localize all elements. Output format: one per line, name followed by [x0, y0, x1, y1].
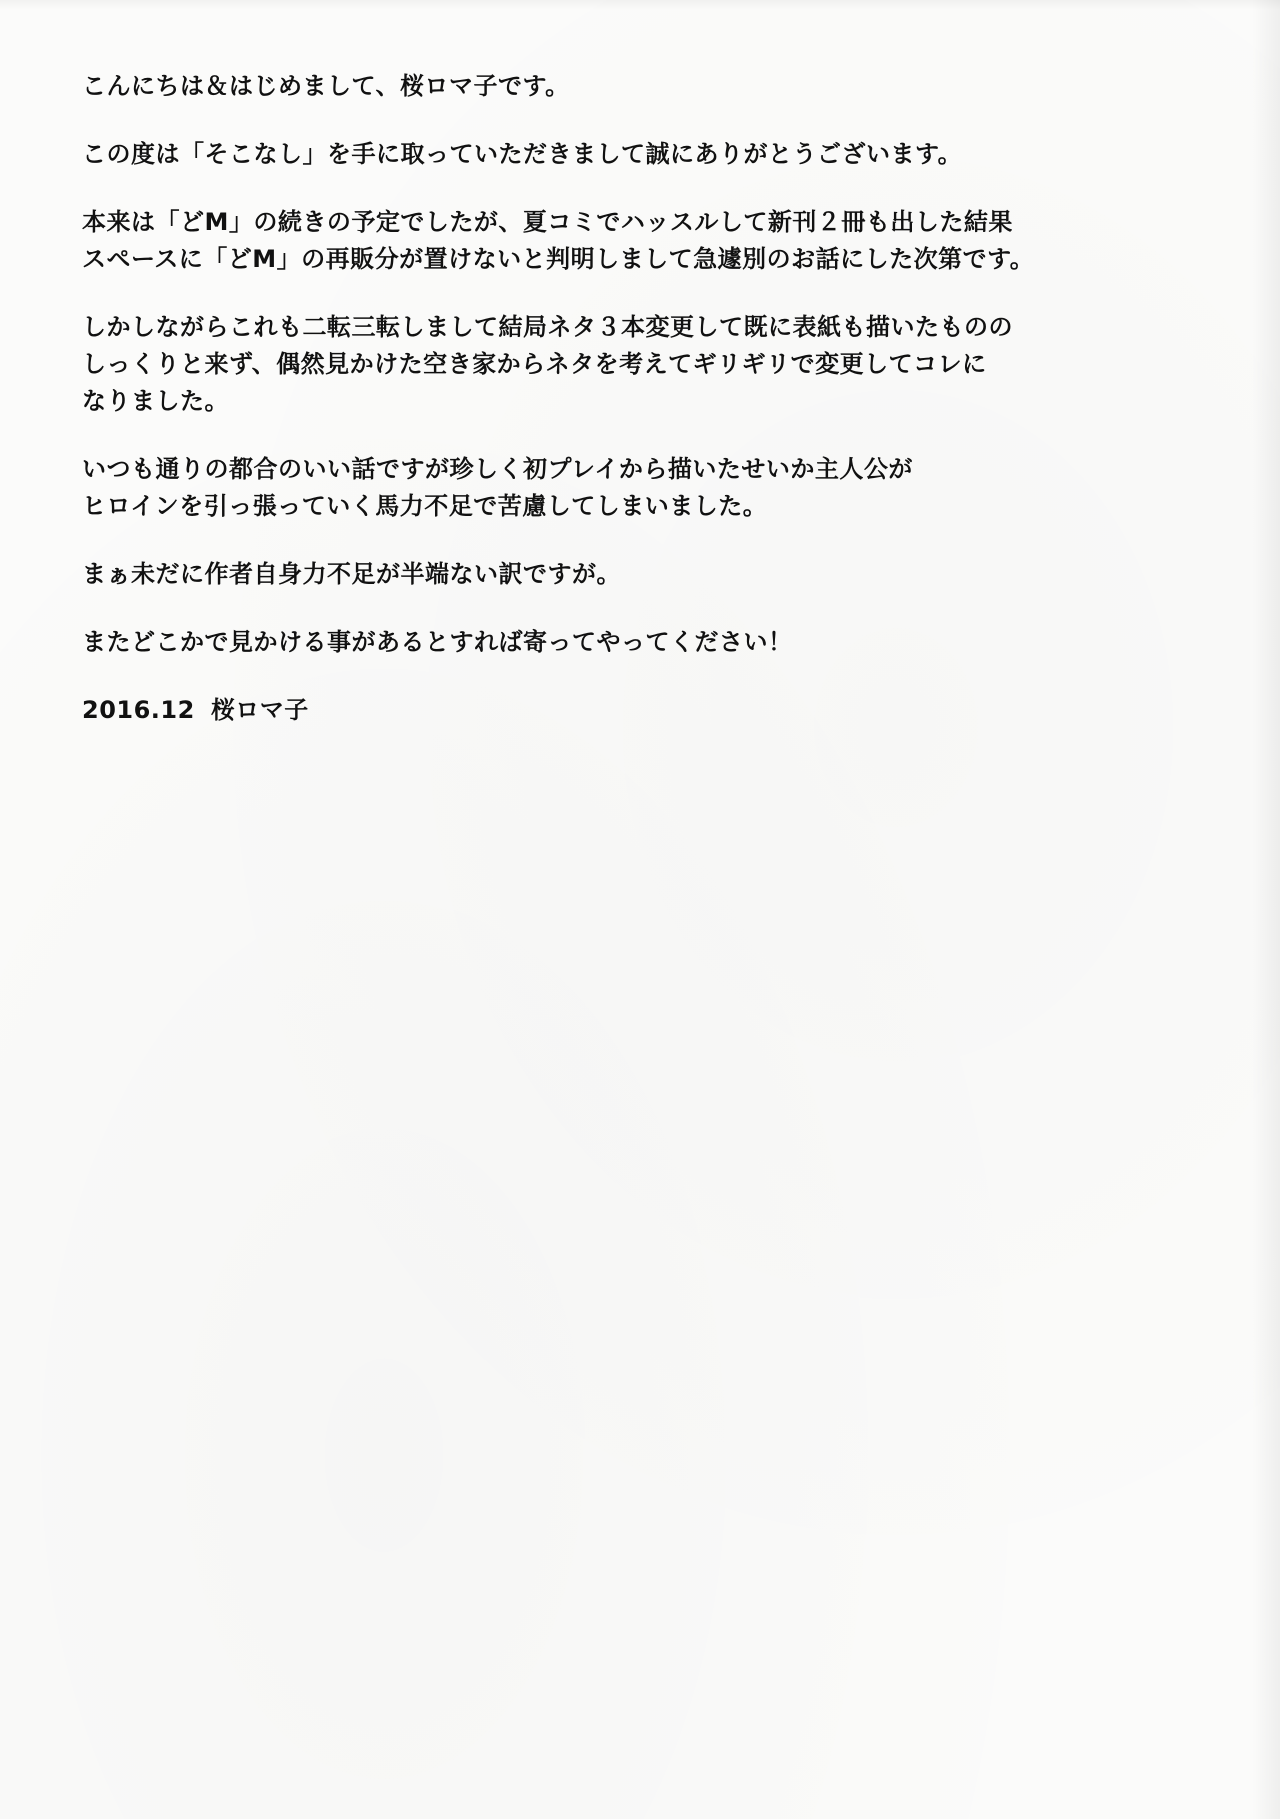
text-line: いつも通りの都合のいい話ですが珍しく初プレイから描いたせいか主人公が [82, 455, 913, 483]
text-line: なりました。 [82, 387, 229, 415]
paragraph-changes [82, 309, 1202, 420]
text-line: スペースに「どM」の再販分が置けないと判明しまして急遽別のお話にした次第です。 [82, 245, 1035, 273]
text-line: またどこかで見かける事があるとすれば寄ってやってください！ [82, 628, 793, 656]
page-edge-shadow [1252, 0, 1280, 1819]
paragraph-story [82, 451, 1202, 525]
paragraph-author-note [82, 556, 1202, 593]
paragraph-greeting [82, 68, 1202, 105]
text-line: しっくりと来ず、偶然見かけた空き家からネタを考えてギリギリで変更してコレに [82, 350, 987, 378]
signature-author: 桜ロマ子 [210, 696, 309, 724]
page-top-edge [0, 0, 1280, 10]
paragraph-closing [82, 624, 1202, 661]
text-line: 本来は「どM」の続きの予定でしたが、夏コミでハッスルして新刊２冊も出した結果 [82, 208, 1013, 236]
paragraph-background [82, 204, 1202, 278]
text-line: この度は「そこなし」を手に取っていただきまして誠にありがとうございます。 [82, 140, 963, 168]
text-line: こんにちは＆はじめまして、桜ロマ子です。 [82, 72, 570, 100]
text-line: しかしながらこれも二転三転しまして結局ネタ３本変更して既に表紙も描いたものの [82, 313, 1013, 341]
signature [82, 692, 1202, 729]
signature-date: 2016.12 [82, 696, 195, 724]
afterword-text [82, 68, 1202, 729]
text-line: まぁ未だに作者自身力不足が半端ない訳ですが。 [82, 560, 621, 588]
text-line: ヒロインを引っ張っていく馬力不足で苦慮してしまいました。 [82, 492, 768, 520]
paragraph-thanks [82, 136, 1202, 173]
